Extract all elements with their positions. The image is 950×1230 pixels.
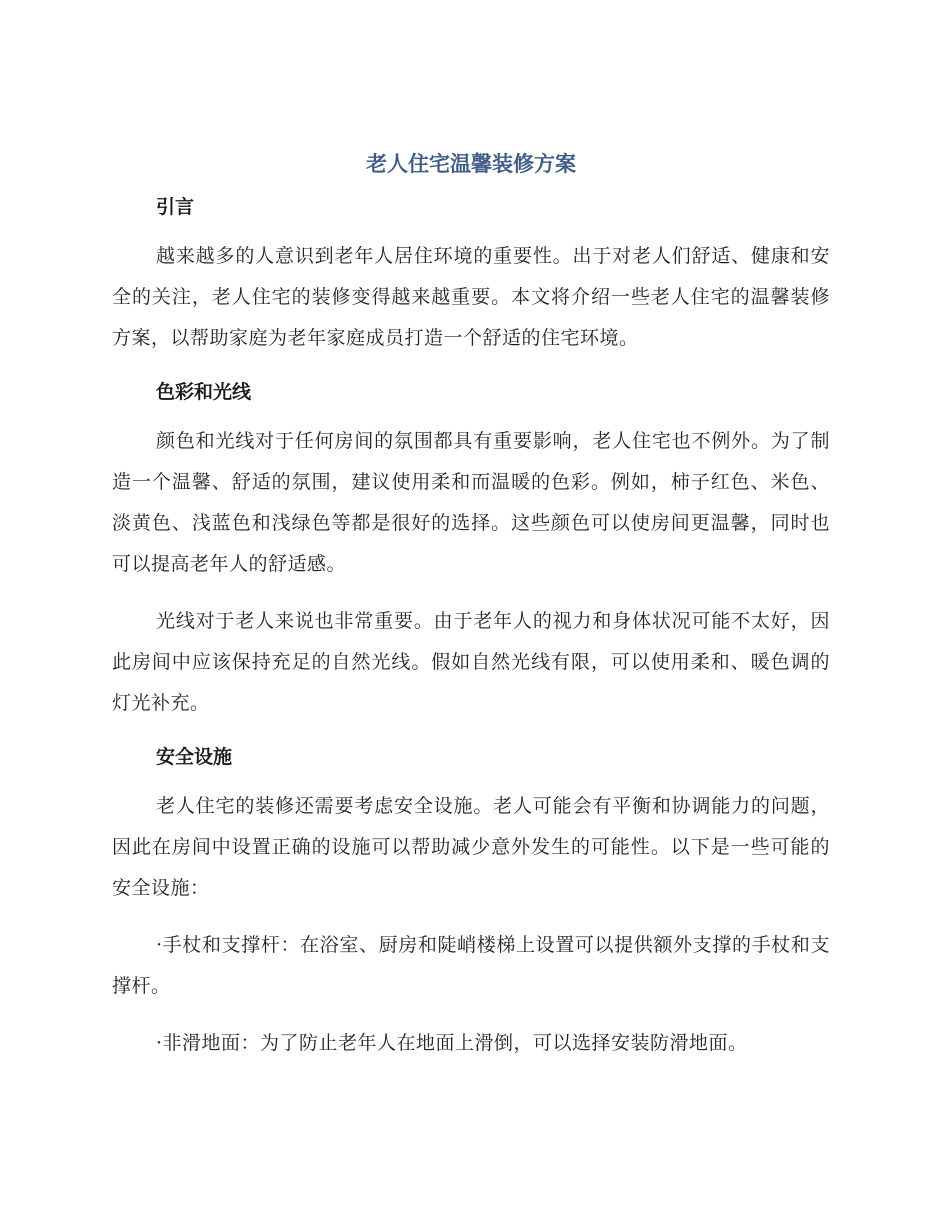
document-title: 老人住宅温馨装修方案 — [366, 152, 576, 176]
bullet-marker: · — [156, 934, 163, 956]
section-heading-safety-facilities: 安全设施 — [156, 746, 233, 768]
section-heading-introduction: 引言 — [156, 196, 195, 218]
section-heading-color-and-light: 色彩和光线 — [156, 381, 252, 403]
paragraph-color: 颜色和光线对于任何房间的氛围都具有重要影响，老人住宅也不例外。为了制造一个温馨、舒适的氛围，建议使用柔和而温暖的色彩。例如，柿子红色、米色、淡黄色、浅蓝色和浅绿色等都是很好的选择。这些颜色可以使房间更温馨，同时也可以提高老年人的舒适感。 — [112, 430, 830, 575]
paragraph-introduction: 越来越多的人意识到老年人居住环境的重要性。出于对老人们舒适、健康和安全的关注，老人住宅的装修变得越来越重要。本文将介绍一些老人住宅的温馨装修方案，以帮助家庭为老年家庭成员打造一个舒适的住宅环境。 — [112, 245, 830, 349]
list-item-non-slip-floor — [112, 1023, 830, 1064]
list-item-handrails-text: 手杖和支撑杆：在浴室、厨房和陡峭楼梯上设置可以提供额外支撑的手杖和支撑杆。 — [112, 934, 830, 997]
paragraph-light: 光线对于老人来说也非常重要。由于老年人的视力和身体状况可能不太好，因此房间中应该保持充足的自然光线。假如自然光线有限，可以使用柔和、暖色调的灯光补充。 — [112, 610, 830, 714]
paragraph-safety: 老人住宅的装修还需要考虑安全设施。老人可能会有平衡和协调能力的问题，因此在房间中设置正确的设施可以帮助减少意外发生的可能性。以下是一些可能的安全设施： — [112, 795, 830, 899]
document-content — [112, 146, 830, 1064]
list-item-non-slip-floor-text: 非滑地面：为了防止老年人在地面上滑倒，可以选择安装防滑地面。 — [162, 1032, 748, 1054]
list-item-handrails — [112, 925, 830, 1007]
bullet-marker: · — [156, 1032, 163, 1054]
